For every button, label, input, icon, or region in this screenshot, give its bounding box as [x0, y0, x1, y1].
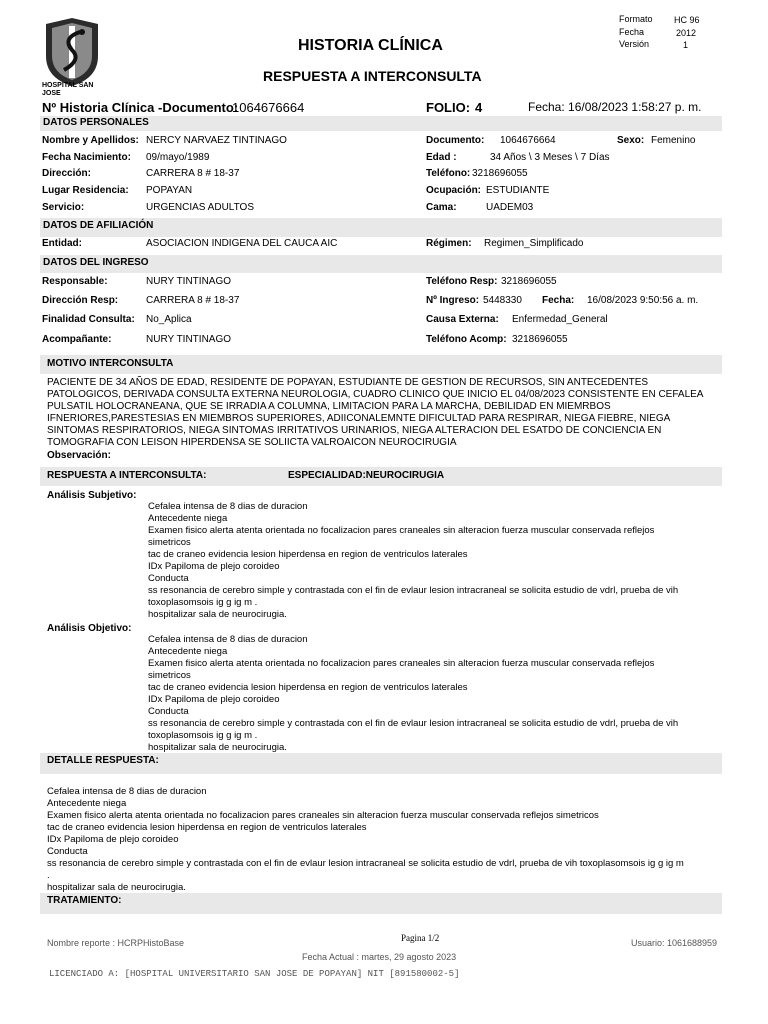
servicio-label: Servicio: — [42, 202, 85, 213]
fecha-ingreso-label: Fecha: — [542, 295, 575, 306]
dir-resp-label: Dirección Resp: — [42, 295, 119, 306]
section-title-tratamiento: TRATAMIENTO: — [47, 895, 122, 906]
documento-value: 1064676664 — [500, 135, 556, 146]
footer-fecha-actual: Fecha Actual : martes, 29 agosto 2023 — [302, 952, 457, 962]
servicio-value: URGENCIAS ADULTOS — [146, 202, 254, 213]
observacion-label: Observación: — [47, 450, 111, 461]
tel-acomp-label: Teléfono Acomp: — [426, 334, 507, 345]
causa-label: Causa Externa: — [426, 314, 499, 325]
sexo-label: Sexo: — [617, 135, 645, 146]
section-title-motivo: MOTIVO INTERCONSULTA — [47, 358, 174, 369]
regimen-value: Regimen_Simplificado — [484, 238, 584, 249]
ningreso-value: 5448330 — [483, 295, 522, 306]
historia-documento-label: Nº Historia Clínica -Documento: — [42, 100, 239, 115]
hospital-logo — [40, 16, 104, 102]
edad-label: Edad : — [426, 152, 457, 163]
nombre-value: NERCY NARVAEZ TINTINAGO — [146, 135, 287, 146]
section-title-datos-personales: DATOS PERSONALES — [43, 117, 149, 128]
meta-value-fecha: 2012 — [676, 28, 697, 38]
section-title-respuesta: RESPUESTA A INTERCONSULTA: — [47, 470, 207, 481]
footer-licencia: LICENCIADO A: [HOSPITAL UNIVERSITARIO SAN JOSE DE POPAYAN] NIT [891580002-5] — [49, 969, 460, 979]
folio-label: FOLIO: — [426, 100, 471, 115]
fecha-documento: Fecha: 16/08/2023 1:58:27 p. m. — [528, 100, 702, 114]
cama-label: Cama: — [426, 202, 457, 213]
direccion-label: Dirección: — [42, 168, 91, 179]
telefono-value: 3218696055 — [472, 168, 528, 179]
acompanante-label: Acompañante: — [42, 334, 112, 345]
section-title-detalle: DETALLE RESPUESTA: — [47, 755, 159, 766]
responsable-label: Responsable: — [42, 276, 108, 287]
meta-value-version: 1 — [683, 40, 689, 50]
folio-value: 4 — [475, 100, 483, 115]
footer-usuario: Usuario: 1061688959 — [631, 938, 718, 948]
ocupacion-label: Ocupación: — [426, 185, 482, 196]
fecha-ingreso-value: 16/08/2023 9:50:56 a. m. — [587, 295, 699, 306]
tel-acomp-value: 3218696055 — [512, 334, 568, 345]
fnac-value: 09/mayo/1989 — [146, 152, 210, 163]
historia-documento-value: 1064676664 — [232, 100, 305, 115]
meta-label-version: Versión — [619, 39, 650, 49]
footer-reporte: Nombre reporte : HCRPHistoBase — [47, 938, 185, 948]
residencia-value: POPAYAN — [146, 185, 193, 196]
section-band-tratamiento — [40, 893, 722, 914]
subjetivo-text: Cefalea intensa de 8 dias de duracion Antecedente niega Examen fisico alerta atenta orientada no focalizacion pares craneales sin alteracion fuerza muscular conservada reflejos simetricos tac de craneo evidencia lesion hiperdensa en region de ventriculos laterales IDx Papiloma de plejo coroideo Conducta ss resonancia de cerebro simple y contrastada con el fin de evlaur lesion intracraneal se solicita estudio de vdrl, prueba de vih toxoplasomsois ig g ig m . hospitalizar sala de neurocirugia. — [148, 501, 679, 620]
subjetivo-label: Análisis Subjetivo: — [47, 490, 137, 501]
section-title-afiliacion: DATOS DE AFILIACIÓN — [43, 220, 154, 231]
tel-resp-value: 3218696055 — [501, 276, 557, 287]
regimen-label: Régimen: — [426, 238, 472, 249]
causa-value: Enfermedad_General — [512, 314, 608, 325]
nombre-label: Nombre y Apellidos: — [42, 135, 139, 146]
tel-resp-label: Teléfono Resp: — [426, 276, 498, 287]
entidad-value: ASOCIACION INDIGENA DEL CAUCA AIC — [146, 238, 338, 249]
residencia-label: Lugar Residencia: — [42, 185, 129, 196]
documento-label: Documento: — [426, 135, 485, 146]
motivo-text: PACIENTE DE 34 AÑOS DE EDAD, RESIDENTE DE POPAYAN, ESTUDIANTE DE GESTION DE RECURSOS, SIN ANTECEDENTES PATOLOGICOS, DERIVADA CONSULTA EXTERNA NEUROLOGIA, CUADRO CLINICO QUE INICIO EL 04/08/2023 CONSISTENTE EN CEFALEA PULSATIL HOLOCRANEANA, QUE SE IRRADIA A COLUMNA, LIMITACION PARA LA MARCHA, DEBILIDAD EN MIEMRBOS IFNERIORES,PARESTESIAS EN MIEMBROS SUPERIORES, ADIICONALEMNTE DIFICULTAD PARA RESPIRAR, NIEGA FIEBRE, NIEGA SINTOMAS RESPIRATORIOS, NIEGA SINTOMAS IRRITATIVOS URINARIOS, NIEGA ALTERACION DEL ESATDO DE CONCIENCIA EN TOMOGRAFIA CON LEISON HIPERDENSA SE SOLIICTA VALROAICON NEUROCIRUGIA — [47, 377, 704, 448]
fnac-label: Fecha Nacimiento: — [42, 152, 131, 163]
page-subtitle: RESPUESTA A INTERCONSULTA — [263, 68, 482, 84]
finalidad-value: No_Aplica — [146, 314, 192, 325]
dir-resp-value: CARRERA 8 # 18-37 — [146, 295, 240, 306]
meta-value-formato: HC 96 — [674, 15, 700, 25]
footer-pagina: Pagina 1/2 — [401, 933, 440, 943]
objetivo-text: Cefalea intensa de 8 dias de duracion Antecedente niega Examen fisico alerta atenta orientada no focalizacion pares craneales sin alteracion fuerza muscular conservada reflejos simetricos tac de craneo evidencia lesion hiperdensa en region de ventriculos laterales IDx Papiloma de plejo coroideo Conducta ss resonancia de cerebro simple y contrastada con el fin de evlaur lesion intracraneal se solicita estudio de vdrl, prueba de vih toxoplasomsois ig g ig m . hospitalizar sala de neurocirugia. — [148, 634, 679, 753]
ningreso-label: Nº Ingreso: — [426, 295, 480, 306]
acompanante-value: NURY TINTINAGO — [146, 334, 232, 345]
cama-value: UADEM03 — [486, 202, 534, 213]
page-title: HISTORIA CLÍNICA — [298, 37, 443, 54]
telefono-label: Teléfono: — [426, 168, 471, 179]
meta-label-fecha: Fecha — [619, 27, 645, 37]
especialidad-label: ESPECIALIDAD:NEUROCIRUGIA — [288, 470, 445, 481]
meta-label-formato: Formato — [619, 14, 653, 24]
sexo-value: Femenino — [651, 135, 696, 146]
entidad-label: Entidad: — [42, 238, 82, 249]
hospital-logo-icon — [40, 16, 104, 88]
objetivo-label: Análisis Objetivo: — [47, 623, 132, 634]
responsable-value: NURY TINTINAGO — [146, 276, 232, 287]
edad-value: 34 Años \ 3 Meses \ 7 Días — [490, 152, 610, 163]
finalidad-label: Finalidad Consulta: — [42, 314, 135, 325]
detalle-text: Cefalea intensa de 8 dias de duracion Antecedente niega Examen fisico alerta atenta orientada no focalizacion pares craneales sin alteracion fuerza muscular conservada reflejos simetricos tac de craneo evidencia lesion hiperdensa en region de ventriculos laterales IDx Papiloma de plejo coroideo Conducta ss resonancia de cerebro simple y contrastada con el fin de evlaur lesion intracraneal se solicita estudio de vdrl, prueba de vih toxoplasomsois ig g ig m . hospitalizar sala de neurocirugia. — [47, 786, 684, 893]
section-title-ingreso: DATOS DEL INGRESO — [43, 257, 149, 268]
direccion-value: CARRERA 8 # 18-37 — [146, 168, 240, 179]
hospital-logo-text: HOSPITAL SAN JOSE — [42, 82, 94, 97]
ocupacion-value: ESTUDIANTE — [486, 185, 550, 196]
